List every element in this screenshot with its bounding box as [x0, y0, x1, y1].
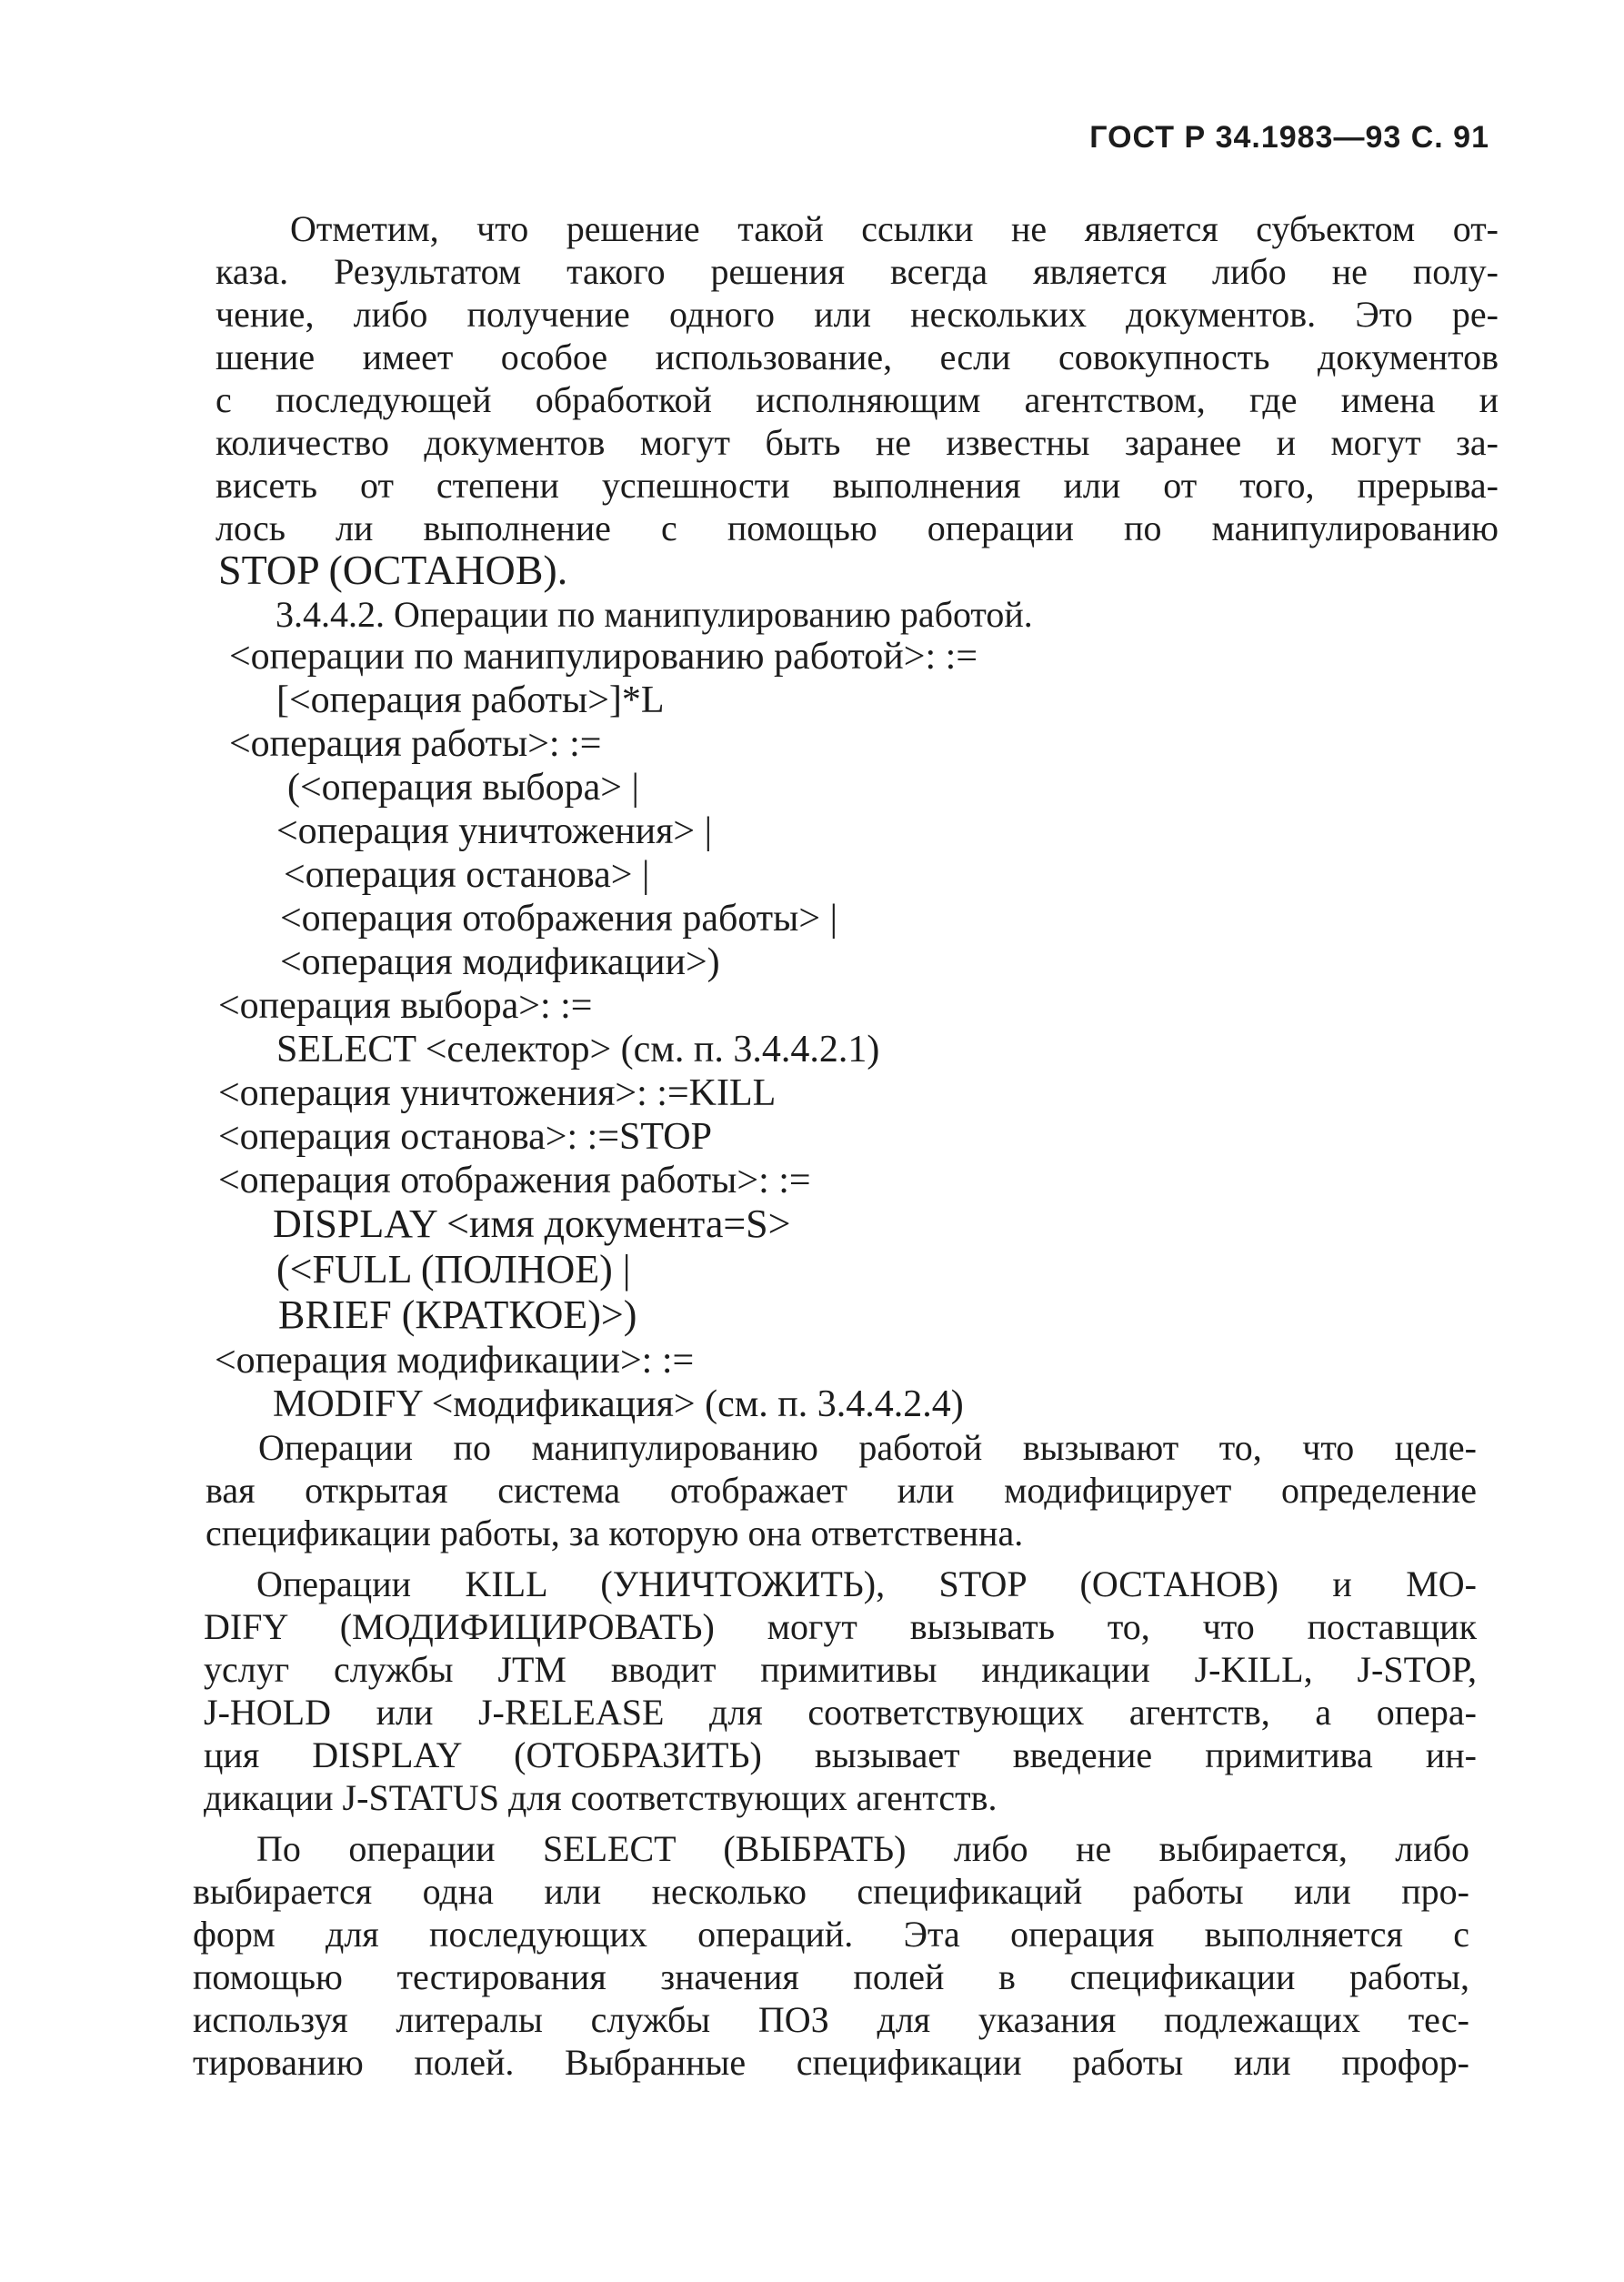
paragraph-line: Отметим, что решение такой ссылки не является субъектом от- — [290, 208, 1499, 249]
paragraph-line: дикации J-STATUS для соответствующих агентств. — [204, 1777, 997, 1818]
grammar-line: <операция отображения работы> | — [280, 898, 837, 940]
paragraph-line: форм для последующих операций. Эта операция выполняется с — [193, 1914, 1469, 1955]
paragraph-line: лось ли выполнение с помощью операции по манипулированию — [216, 508, 1499, 548]
grammar-line: (<FULL (ПОЛНОЕ) | — [276, 1247, 631, 1292]
grammar-line: <операция останова>: :=STOP — [218, 1116, 712, 1158]
paragraph-line: J-HOLD или J-RELEASE для соответствующих агентств, а опера- — [204, 1692, 1477, 1733]
section-heading: 3.4.4.2. Операции по манипулированию работой. — [276, 594, 1033, 635]
grammar-line: <операция выбора>: := — [218, 985, 593, 1027]
grammar-line: <операции по манипулированию работой>: := — [229, 636, 977, 678]
paragraph-line: DIFY (МОДИФИЦИРОВАТЬ) могут вызывать то, что поставщик — [204, 1606, 1477, 1647]
paragraph-line: спецификации работы, за которую она ответственна. — [206, 1513, 1024, 1553]
paragraph-line: услуг службы JTM вводит примитивы индикации J-KILL, J-STOP, — [204, 1649, 1477, 1690]
paragraph-line: вая открытая система отображает или модифицирует определение — [206, 1470, 1477, 1511]
paragraph-line: тированию полей. Выбранные спецификации работы или профор- — [193, 2042, 1469, 2083]
paragraph-line: По операции SELECT (ВЫБРАТЬ) либо не выбирается, либо — [256, 1828, 1469, 1869]
paragraph-line: используя литералы службы ПОЗ для указания подлежащих тес- — [193, 1999, 1469, 2040]
paragraph-line: чение, либо получение одного или нескольких документов. Это ре- — [216, 294, 1499, 335]
paragraph-line: STOP (ОСТАНОВ). — [218, 547, 568, 593]
grammar-line: SELECT <селектор> (см. п. 3.4.4.2.1) — [276, 1029, 880, 1071]
paragraph-line: выбирается одна или несколько спецификаций работы или про- — [193, 1871, 1469, 1912]
grammar-line: MODIFY <модификация> (см. п. 3.4.4.2.4) — [273, 1383, 964, 1425]
paragraph-line: Операции по манипулированию работой вызывают то, что целе- — [258, 1427, 1477, 1468]
grammar-line: <операция отображения работы>: := — [218, 1160, 811, 1201]
running-head: ГОСТ Р 34.1983—93 С. 91 — [1089, 120, 1489, 155]
paragraph-line: шение имеет особое использование, если совокупность документов — [216, 337, 1499, 377]
paragraph-line: Операции KILL (УНИЧТОЖИТЬ), STOP (ОСТАНОВ) и МО- — [256, 1563, 1477, 1604]
grammar-line: [<операция работы>]*L — [276, 679, 665, 721]
grammar-line: <операция работы>: := — [229, 723, 602, 765]
grammar-line: DISPLAY <имя документа=S> — [273, 1201, 791, 1246]
paragraph-line: с последующей обработкой исполняющим агентством, где имена и — [216, 379, 1499, 420]
grammar-line: <операция модификации>) — [280, 941, 720, 983]
paragraph-line: каза. Результатом такого решения всегда является либо не полу- — [216, 251, 1499, 292]
paragraph-line: помощью тестирования значения полей в спецификации работы, — [193, 1956, 1469, 1997]
paragraph-line: ция DISPLAY (ОТОБРАЗИТЬ) вызывает введение примитива ин- — [204, 1734, 1477, 1775]
grammar-line: <операция модификации>: := — [215, 1340, 695, 1382]
grammar-line: (<операция выбора> | — [287, 767, 639, 809]
grammar-line: BRIEF (КРАТКОЕ)>) — [278, 1292, 637, 1337]
grammar-line: <операция уничтожения> | — [276, 810, 713, 852]
grammar-line: <операция уничтожения>: :=KILL — [218, 1072, 777, 1114]
grammar-line: <операция останова> | — [284, 854, 650, 896]
paragraph-line: количество документов могут быть не известны заранее и могут за- — [216, 422, 1499, 463]
paragraph-line: висеть от степени успешности выполнения или от того, прерыва- — [216, 465, 1499, 506]
